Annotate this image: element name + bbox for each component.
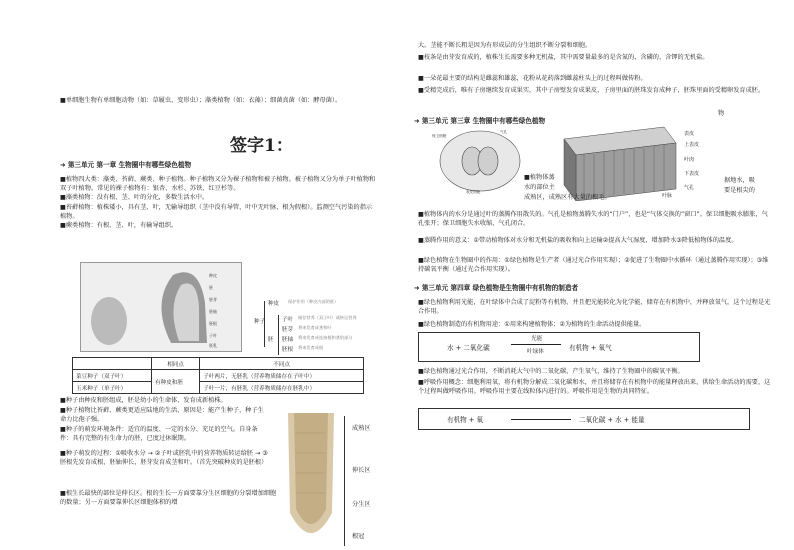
paragraph-fragment: 据地水，吸: [724, 177, 755, 184]
photosynthesis-equation: [418, 332, 700, 362]
table-cell: 子叶两片，无胚乳（营养物质储存在子叶中）: [200, 370, 364, 382]
root-tip-image: [278, 413, 344, 547]
root-zone-label: 伸长区: [352, 467, 371, 474]
seed-structure-tree: [254, 295, 384, 357]
tree-note: 将来发育成根: [298, 345, 324, 350]
paragraph: ■植物四大类：藻类、苔藓、蕨类、种子植物。种子植物又分为裸子植物和被子植物。被子植物又分为单子叶植物和双子叶植物。常见的裸子植物有：银杏、水杉、苏铁、红豆杉等。: [60, 176, 376, 192]
tree-node: 子叶: [282, 317, 294, 323]
paragraph: ■绿色植物制造的有机物用途：①用来构建植物体；②为植物的生命活动提供能量。: [418, 321, 646, 328]
seed-label: 子叶: [209, 333, 217, 338]
paragraph: ■植物体内的水分是通过叶的蒸腾作用散失的。气孔是植物蒸腾失水的“门户”，也是“气体交换的”窗口”。保卫细胞吸水膨胀，气孔张开；保卫细胞失水收缩，气孔闭合。: [418, 211, 768, 227]
paragraph: ■枝条是由芽发育成的，植株生长需要多种无机盐，其中需要量最多的是含氮的、含磷的、含钾的无机盐。: [418, 54, 709, 61]
leaf-label: 叶脉: [662, 193, 673, 199]
equation-products: 二氧化碳 + 水 + 能量: [579, 416, 645, 424]
paragraph: ■苔藓植物：植株矮小，具有茎、叶，无输导组织（茎中没有导管，叶中无叶脉，根为假根）。监测空气污染的指示植物。: [60, 204, 373, 220]
root-zone-label: 分生区: [352, 501, 371, 508]
arrow-right-icon: ➜: [414, 284, 420, 292]
section-heading-3: ➜ 第三单元 第四章 绿色植物是生物圈中有机物的制造者: [414, 284, 579, 292]
paragraph: 大。茎能不断长粗是因为有形成层的分生组织不断分裂和细胞。: [418, 42, 592, 49]
tree-note: 将来发育成连接根和茎的部分: [298, 335, 353, 340]
stoma-label: 气孔: [500, 130, 508, 134]
seed-label: 胚乳: [209, 343, 217, 348]
tree-node: 胚: [268, 337, 274, 343]
seed-comparison-table: [72, 357, 364, 394]
paragraph: ■绿色植物通过光合作用，不断消耗大气中的二氧化碳，产生氧气，维持了生物圈中的碳氧平衡。: [418, 368, 684, 375]
stoma-diagram: [432, 125, 522, 195]
paragraph-fragment: 成熟区，成熟区有大量的根毛。: [524, 194, 611, 201]
paragraph: ■根生长最快的部位是伸长区。根的生长一方面要靠分生区细胞的分裂增加细胞的数量；另一方面要靠伸长区细胞体积的增: [60, 490, 277, 506]
leaf-cross-section-image: [554, 125, 680, 201]
seed-label: 胚: [209, 285, 213, 290]
tree-note: 保护作用（种皮内部的胚）: [288, 299, 339, 304]
table-cell: 有种皮和胚: [152, 370, 200, 394]
heading-fragment: 物: [718, 110, 725, 117]
table-cell: 玉米种子（单子叶）: [73, 382, 152, 394]
table-header: 不同点: [200, 358, 364, 370]
zone-bracket: [344, 416, 351, 546]
seed-label: 种皮: [209, 273, 217, 278]
paragraph: ■种子由种皮和胚组成，胚是幼小的生命体，发育成新植株。: [60, 397, 227, 404]
equation-condition-bottom: 叶绿体: [527, 349, 544, 355]
seed-diagram-image: [80, 262, 242, 352]
paragraph: ■受精完成后，唯有子房继续发育成果实，其中子房壁发育成果皮，子房里面的胚珠发育成种子，胚珠里面的受精卵发育成胚。: [418, 87, 765, 94]
stoma-label: 保卫细胞: [432, 134, 447, 138]
tree-root: 种子: [254, 319, 266, 325]
table-cell: 子叶一片，有胚乳（营养物质储存在胚乳中）: [200, 382, 364, 394]
page-title: 签字1：: [230, 136, 293, 156]
root-zone-label: 成熟区: [352, 425, 371, 432]
tree-node: 胚芽: [282, 327, 294, 333]
arrow-right-icon: ➜: [60, 161, 66, 169]
equation-condition-top: 光能: [531, 336, 543, 342]
equation-products: 有机物 + 氧气: [569, 344, 612, 352]
leaf-label: 叶肉: [684, 157, 695, 163]
paragraph: ■蕨类植物：有根、茎、叶，有输导组织。: [60, 222, 178, 229]
intro-text: ■单细胞生物有单细胞动物（如：草履虫、变形虫）；藻类植物（如：衣藻）；细菌真菌（如：酵母菌）。: [60, 97, 342, 104]
seed-label: 胚轴: [209, 309, 217, 314]
leaf-label: 表皮: [684, 131, 695, 137]
paragraph: ■一朵花最主要的结构是雌蕊和雄蕊，花粉从花药落到雌蕊柱头上的过程叫做传粉。: [418, 75, 647, 82]
seed-label: 胚根: [209, 321, 217, 326]
respiration-equation: [418, 408, 750, 430]
leaf-label: 上表皮: [684, 142, 700, 148]
equation-reactants: 有机物 + 氧: [447, 416, 484, 424]
paragraph: ■种子的萌发环境条件：适宜的温度、一定的水分、充足的空气。自身条件：具有完整的有生命力的胚，已度过休眠期。: [60, 426, 258, 442]
tree-node: 胚根: [282, 347, 294, 353]
tree-note: 储存营养（双子叶）或转运营养: [298, 315, 357, 320]
paragraph: ■种子萌发的过程：①吸收水分 → ②子叶或胚乳中的营养物质转运给胚 → ③胚根先发育成根，胚轴伸长，胚芽发育成茎和叶。（首先突破种皮的是胚根）: [60, 450, 268, 466]
equation-reactants: 水 + 二氧化碳: [447, 344, 490, 352]
arrow-right-icon: ➜: [414, 117, 420, 125]
paragraph: ■绿色植物在生物圈中的作用：①绿色植物是生产者（通过光合作用实现）；②促进了生物圈中水循环（通过蒸腾作用实现）；③维持碳氧平衡（通过光合作用实现）。: [418, 257, 769, 273]
paragraph: ■呼吸作用概念：细胞利用氧，将有机物分解成二氧化碳和水，并且将储存在有机物中的能量释放出来，供给生命活动的需要，这个过程叫做呼吸作用。呼吸作用主要在线粒体内进行的。呼吸作用是生物的共同特征。: [418, 379, 771, 395]
table-cell: 菜豆种子（双子叶）: [73, 370, 152, 382]
leaf-label: 气孔: [684, 185, 695, 191]
seed-label: 胚芽: [209, 297, 217, 302]
paragraph-fragment: 水的部位主: [524, 184, 555, 191]
paragraph-fragment: 要是根尖的: [724, 187, 755, 194]
paragraph: ■藻类植物：没有根、茎、叶的分化，多数生活水中。: [60, 194, 209, 201]
section-heading-2: ➜ 第三单元 第三章 生物圈中有哪些绿色植物: [414, 117, 546, 125]
stoma-label: 表皮细胞: [466, 190, 481, 194]
tree-node: 胚轴: [282, 337, 294, 343]
table-header: 相同点: [152, 358, 200, 370]
paragraph: ■蒸腾作用的意义：①带动植物体对水分和无机盐的吸收和向上运输②提高大气湿度，增加降水③降低植物体的温度。: [418, 237, 738, 244]
tree-note: 将来发育成茎和叶: [298, 325, 332, 330]
root-zone-label: 根冠: [352, 533, 365, 540]
paragraph: ■种子植物比苔藓、蕨类更适应陆地的生活，原因是：能产生种子，种子生命力比孢子强。: [60, 407, 264, 423]
paragraph-fragment: ■植物体蒸: [524, 174, 555, 181]
paragraph: ■绿色植物利用光能，在叶绿体中合成了淀粉等有机物，并且把光能转化为化学能，储存在有机物中，并释放氧气，这个过程是光合作用。: [418, 299, 771, 315]
section-heading-1: ➜ 第三单元 第一章 生物圈中有哪些绿色植物: [60, 161, 192, 169]
tree-node: 种皮: [268, 301, 280, 307]
leaf-label: 下表皮: [684, 171, 700, 177]
